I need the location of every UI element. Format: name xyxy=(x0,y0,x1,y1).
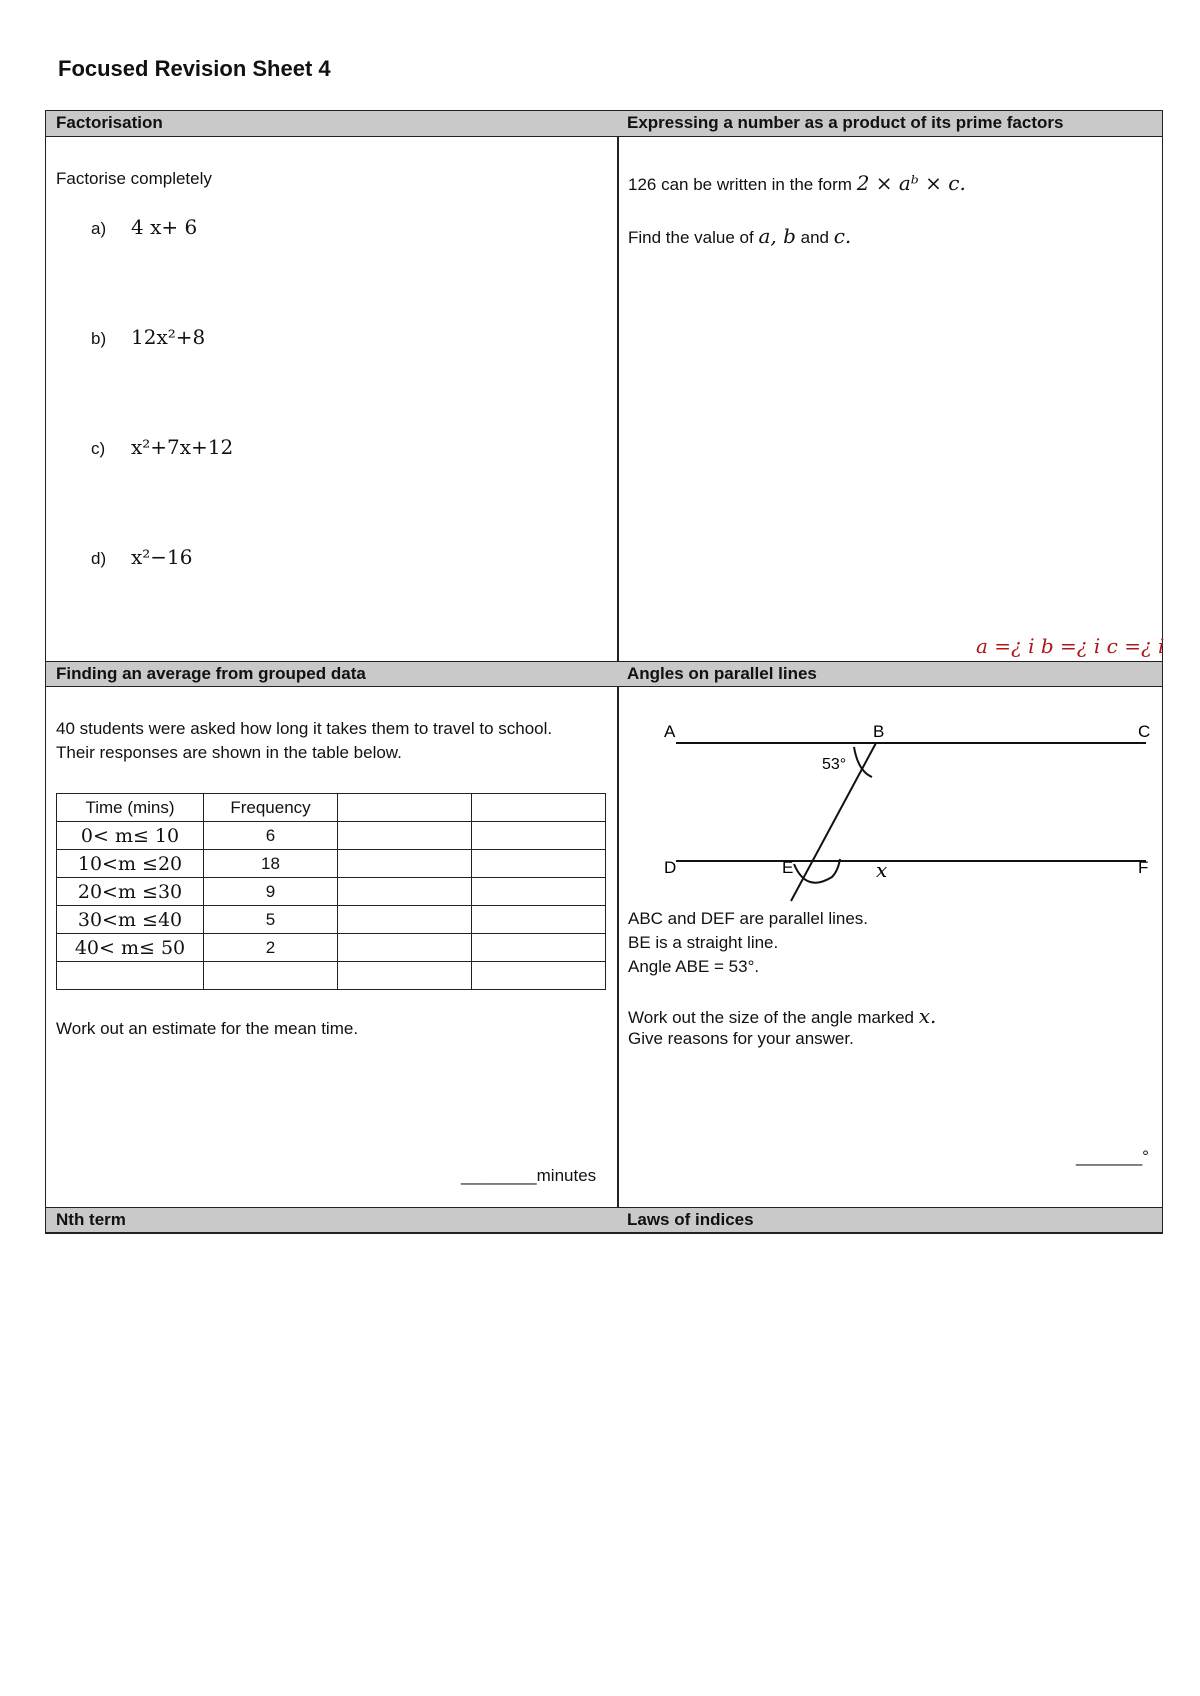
time-cell: 20<m ≤30 xyxy=(57,878,204,906)
parallel-text-3: Angle ABE = 53°. xyxy=(628,957,760,976)
header-blank-2 xyxy=(472,794,606,822)
parallel-lines-heading: Angles on parallel lines xyxy=(617,661,1162,687)
empty-cell xyxy=(472,822,606,850)
answer-b: b =¿ i xyxy=(1040,634,1101,658)
variables-ab: a, b xyxy=(758,224,796,248)
empty-cell xyxy=(472,962,606,990)
parallel-text-4 xyxy=(628,1004,936,1028)
parallel-text-5: Give reasons for your answer. xyxy=(628,1029,854,1048)
table-row xyxy=(57,906,606,934)
empty-cell xyxy=(338,962,472,990)
grouped-data-heading: Finding an average from grouped data xyxy=(46,661,618,687)
frequency-cell: 2 xyxy=(204,934,338,962)
parallel-text-2: BE is a straight line. xyxy=(628,933,779,952)
part-d-label: d) xyxy=(91,549,107,568)
empty-cell xyxy=(472,906,606,934)
parallel-lines-diagram xyxy=(626,701,1151,882)
header-blank-1 xyxy=(338,794,472,822)
frequency-cell: 6 xyxy=(204,822,338,850)
empty-cell xyxy=(338,878,472,906)
empty-cell xyxy=(338,934,472,962)
prime-factors-heading: Expressing a number as a product of its prime factors xyxy=(617,111,1162,137)
prime-question-line2 xyxy=(628,224,851,248)
label-b: B xyxy=(873,722,885,741)
part-d-expression: x²−16 xyxy=(131,545,193,569)
label-f: F xyxy=(1138,858,1149,877)
parallel-text-1: ABC and DEF are parallel lines. xyxy=(628,909,869,928)
time-cell: 10<m ≤20 xyxy=(57,850,204,878)
angle-arc-53 xyxy=(854,747,872,777)
part-a-expression: 4 x+ 6 xyxy=(131,215,198,239)
part-c-label: c) xyxy=(91,439,106,458)
header-frequency: Frequency xyxy=(204,794,338,822)
empty-cell xyxy=(338,906,472,934)
empty-cell xyxy=(204,962,338,990)
prime-question-text: 126 can be written in the form xyxy=(628,175,852,194)
work-out-text: Work out the size of the angle marked xyxy=(628,1008,915,1027)
prime-form-expression: 2 × aᵇ × c. xyxy=(856,171,966,195)
empty-cell xyxy=(472,878,606,906)
frequency-cell: 18 xyxy=(204,850,338,878)
table-row xyxy=(57,962,606,990)
empty-cell xyxy=(472,850,606,878)
table-row xyxy=(57,850,606,878)
table-row xyxy=(57,822,606,850)
empty-cell xyxy=(57,962,204,990)
time-cell: 0< m≤ 10 xyxy=(57,822,204,850)
variable-c: c. xyxy=(833,224,852,248)
answer-a: a =¿ i xyxy=(976,634,1035,658)
laws-of-indices-heading: Laws of indices xyxy=(617,1207,1162,1233)
factorise-instruction: Factorise completely xyxy=(56,169,212,188)
table-row xyxy=(57,878,606,906)
angle-arc-x xyxy=(794,859,840,883)
label-x: x xyxy=(876,858,888,882)
prime-question-line1 xyxy=(628,171,966,195)
mean-question: Work out an estimate for the mean time. xyxy=(56,1019,359,1038)
label-a: A xyxy=(664,722,676,741)
prime-answer-line xyxy=(976,634,1164,658)
minutes-answer-line: ________minutes xyxy=(461,1166,597,1185)
factorisation-heading: Factorisation xyxy=(46,111,618,137)
empty-cell xyxy=(338,822,472,850)
find-value-text: Find the value of xyxy=(628,228,754,247)
degrees-answer-line: _______° xyxy=(1076,1147,1149,1166)
label-d: D xyxy=(664,858,677,877)
part-a-label: a) xyxy=(91,219,107,238)
table-header-row xyxy=(57,794,606,822)
empty-cell xyxy=(472,934,606,962)
nth-term-heading: Nth term xyxy=(46,1207,618,1233)
header-time: Time (mins) xyxy=(57,794,204,822)
revision-grid xyxy=(45,110,1163,1234)
label-c: C xyxy=(1138,722,1151,741)
time-cell: 40< m≤ 50 xyxy=(57,934,204,962)
empty-cell xyxy=(338,850,472,878)
label-e: E xyxy=(782,858,794,877)
grouped-intro-line1: 40 students were asked how long it takes them to travel to school. xyxy=(56,719,553,738)
part-b-expression: 12x²+8 xyxy=(131,325,206,349)
table-row xyxy=(57,934,606,962)
frequency-table xyxy=(56,793,606,990)
frequency-cell: 9 xyxy=(204,878,338,906)
part-b-label: b) xyxy=(91,329,107,348)
and-text: and xyxy=(800,228,829,247)
time-cell: 30<m ≤40 xyxy=(57,906,204,934)
page-title: Focused Revision Sheet 4 xyxy=(58,56,331,81)
frequency-cell: 5 xyxy=(204,906,338,934)
grouped-intro-line2: Their responses are shown in the table below. xyxy=(56,743,402,762)
part-c-expression: x²+7x+12 xyxy=(131,435,234,459)
label-angle-53: 53° xyxy=(822,756,847,773)
answer-c: c =¿ i xyxy=(1106,634,1165,658)
variable-x: x. xyxy=(918,1004,937,1028)
